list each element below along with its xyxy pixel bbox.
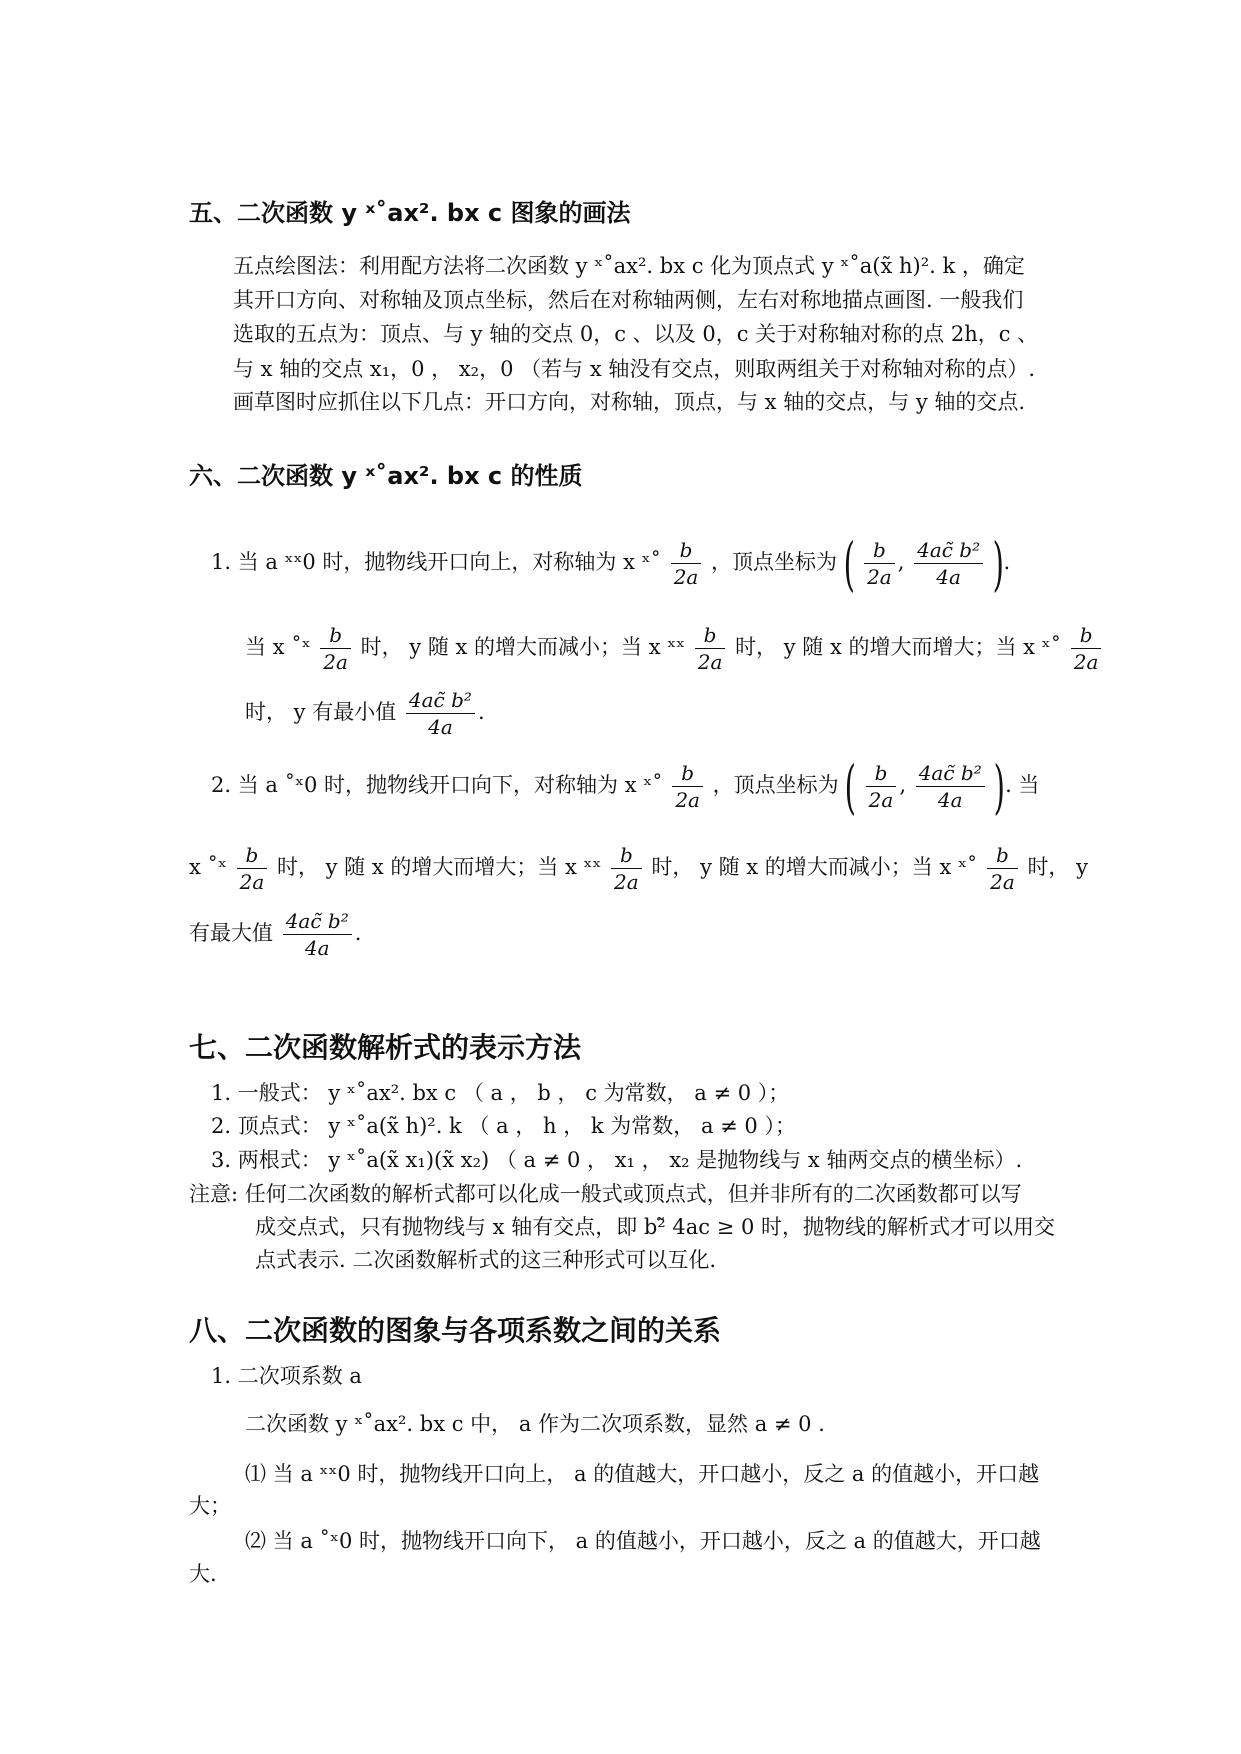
section5-line-5: 画草图时应抓住以下几点：开口方向，对称轴，顶点，与 x 轴的交点，与 y 轴的交点. [233, 390, 1026, 414]
fraction-vertex-y: $\frac{\text{4ac̃ b²}}{4a}$ [914, 538, 983, 589]
section5-line-2: 其开口方向、对称轴及顶点坐标，然后在对称轴两侧，左右对称地描点画图. 一般我们 [233, 288, 1024, 312]
section8-line-5: ⑵ 当 a ˚ˣ0 时，抛物线开口向下， a 的值越小，开口越小，反之 a 的值越大，开口越 [245, 1529, 1041, 1553]
section7-note-line-1: 注意: 任何二次函数的解析式都可以化成一般式或顶点式，但并非所有的二次函数都可以写 [189, 1182, 1022, 1206]
item1-text-b: ，顶点坐标为 [711, 550, 838, 574]
section-heading-6: 六、二次函数 y ˣ˚ax². bx c 的性质 [189, 462, 583, 490]
fraction-b-2a: $\frac{b}{2a}$ [672, 761, 703, 812]
fraction-b-2a: $\frac{b}{2a}$ [320, 623, 351, 674]
fraction-b-2a: $\frac{b}{2a}$ [987, 843, 1018, 894]
section7-line-1: 1. 一般式： y ˣ˚ax². bx c （ a ， b ， c 为常数， a ≠ 0 ）； [211, 1081, 790, 1105]
fraction-min-value: $\frac{\text{4ac̃ b²}}{4a}$ [406, 688, 475, 739]
section-heading-5: 五、二次函数 y ˣ˚ax². bx c 图象的画法 [189, 199, 631, 227]
property-item-2-line-3: 有最大值 $\frac{\text{4ac̃ b²}}{4a}$ . [189, 909, 362, 960]
right-paren: ) [992, 529, 1004, 598]
item1-text-a: 1. 当 a ˣˣ0 时，抛物线开口向上，对称轴为 x ˣ˚ [211, 550, 662, 574]
section5-line-3: 选取的五点为：顶点、与 y 轴的交点 0，c 、以及 0，c 关于对称轴对称的点 2h，c 、 [233, 322, 1039, 346]
section8-line-1: 1. 二次项系数 a [211, 1364, 362, 1388]
fraction-b-2a: $\frac{b}{2a}$ [864, 538, 895, 589]
fraction-b-2a: $\frac{b}{2a}$ [866, 761, 897, 812]
property-item-1-line-2: 当 x ˚ˣ $\frac{b}{2a}$ 时， y 随 x 的增大而减小；当 x ˣˣ $\frac{b}{2a}$ 时， y 随 x 的增大而增大；当 x ˣ˚ $\frac{b}{2a}$ [245, 615, 1104, 679]
section-heading-8: 八、二次函数的图象与各项系数之间的关系 [189, 1314, 722, 1347]
section8-line-2: 二次函数 y ˣ˚ax². bx c 中， a 作为二次项系数，显然 a ≠ 0 . [245, 1412, 825, 1436]
fraction-b-2a: $\frac{b}{2a}$ [695, 623, 726, 674]
section7-line-3: 3. 两根式： y ˣ˚a(x̃ x₁)(x̃ x₂) （ a ≠ 0 ， x₁ ， x₂ 是抛物线与 x 轴两交点的横坐标）. [211, 1148, 1023, 1172]
fraction-vertex-y: $\frac{\text{4ac̃ b²}}{4a}$ [916, 761, 985, 812]
section8-line-6: 大. [189, 1562, 217, 1586]
section5-line-4: 与 x 轴的交点 x₁，0 ， x₂，0 （若与 x 轴没有交点，则取两组关于对称轴对称的点）. [233, 357, 1036, 381]
section7-note-line-2: 成交点式，只有抛物线与 x 轴有交点，即 b²̃ 4ac ≥ 0 时，抛物线的解析式才可以用交 [255, 1215, 1056, 1239]
left-paren: ( [845, 752, 857, 821]
fraction-b-2a: $\frac{b}{2a}$ [1071, 623, 1102, 674]
property-item-2: 2. 当 a ˚ˣ0 时，抛物线开口向下，对称轴为 x ˣ˚ $\frac{b}{2a}$ ，顶点坐标为 ( $\frac{b}{2a}$ , $\frac{\text{4ac̃ b²}}{4a}$ ). 当 [211, 752, 1040, 821]
section5-line-1: 五点绘图法：利用配方法将二次函数 y ˣ˚ax². bx c 化为顶点式 y ˣ˚a(x̃ h)². k ，确定 [233, 254, 1025, 278]
section-heading-7: 七、二次函数解析式的表示方法 [189, 1031, 582, 1064]
fraction-b-2a: $\frac{b}{2a}$ [237, 843, 268, 894]
property-item-1: 1. 当 a ˣˣ0 时，抛物线开口向上，对称轴为 x ˣ˚ $\frac{b}{2a}$ ，顶点坐标为 ( $\frac{b}{2a}$ , $\frac{\text{4ac̃ b²}}{4a}$ ). [211, 529, 1011, 598]
section7-note-line-3: 点式表示. 二次函数解析式的这三种形式可以互化. [255, 1248, 717, 1272]
left-paren: ( [843, 529, 855, 598]
fraction-b-2a: $\frac{b}{2a}$ [611, 843, 642, 894]
fraction-b-2a: $\frac{b}{2a}$ [671, 538, 702, 589]
property-item-1-line-3: 时， y 有最小值 $\frac{\text{4ac̃ b²}}{4a}$ . [245, 688, 485, 739]
property-item-2-line-2: x ˚ˣ $\frac{b}{2a}$ 时， y 随 x 的增大而增大；当 x ˣˣ $\frac{b}{2a}$ 时， y 随 x 的增大而减小；当 x ˣ˚ $\frac{b}{2a}$ 时， y [189, 843, 1088, 894]
section8-line-3: ⑴ 当 a ˣˣ0 时，抛物线开口向上， a 的值越大，开口越小，反之 a 的值越小，开口越 [245, 1462, 1040, 1486]
section7-line-2: 2. 顶点式： y ˣ˚a(x̃ h)². k （ a ， h ， k 为常数， a ≠ 0 ）； [211, 1114, 796, 1138]
right-paren: ) [994, 752, 1006, 821]
section8-line-4: 大； [189, 1494, 231, 1518]
fraction-max-value: $\frac{\text{4ac̃ b²}}{4a}$ [283, 909, 352, 960]
